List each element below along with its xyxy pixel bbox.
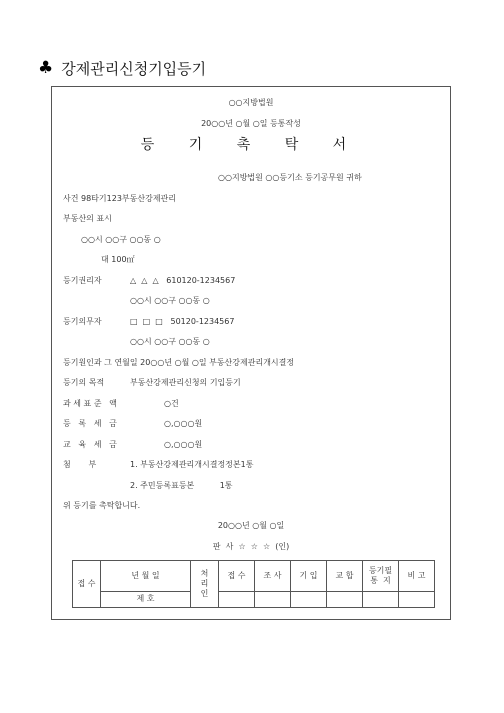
tax-base-value: ○건 xyxy=(164,399,179,408)
obligor-name: □ □ □ 50120-1234567 xyxy=(130,317,235,326)
empty-cell xyxy=(327,591,363,607)
heading-text: 강제관리신청기입등기 xyxy=(61,60,207,78)
purpose-value: 부동산강제관리신청의 기입등기 xyxy=(130,378,241,387)
document-frame xyxy=(51,86,451,620)
col-receipt: 접 수 xyxy=(219,561,255,592)
addressee: ○○지방법원 ○○등기소 등기공무원 귀하 xyxy=(218,173,362,182)
right-holder-address: ○○시 ○○구 ○○동 ○ xyxy=(130,296,210,305)
registration-cause: 등기원인과 그 연월일 20○○년 ○월 ○일 부동산강제관리개시결정 xyxy=(63,358,295,367)
page-heading xyxy=(38,58,206,79)
case-number: 사건 98타기123부동산강제관리 xyxy=(63,194,176,203)
signature-date: 20○○년 ○월 ○일 xyxy=(217,521,285,530)
property-label: 부동산의 표시 xyxy=(63,214,112,223)
judge-signature: 판 사 ☆ ☆ ☆ (인) xyxy=(212,542,290,551)
col-entry: 기 입 xyxy=(291,561,327,592)
processor-label: 처 리 인 xyxy=(191,561,219,608)
club-bullet-icon: ♣ xyxy=(38,58,54,78)
right-holder-name: △ △ △ 610120-1234567 xyxy=(130,276,236,285)
empty-cell xyxy=(219,591,255,607)
col-completion-notice: 등기필 통 지 xyxy=(363,561,399,592)
receipt-label: 접 수 xyxy=(73,561,101,608)
property-address: ○○시 ○○구 ○○동 ○ xyxy=(81,235,161,244)
purpose-label: 등기의 목적 xyxy=(63,378,105,387)
registration-tax-value: ○,○○○원 xyxy=(164,419,203,428)
attachment-1: 1. 부동산강제관리개시결정정본1통 xyxy=(130,460,254,469)
empty-cell xyxy=(255,591,291,607)
right-holder-label: 등기권리자 xyxy=(63,276,102,285)
court-name: ○○지방법원 xyxy=(228,98,274,107)
col-remarks: 비 고 xyxy=(399,561,435,592)
registration-tax-label: 등 록 세 금 xyxy=(63,419,117,428)
education-tax-value: ○,○○○원 xyxy=(164,440,203,449)
number-cell: 제 호 xyxy=(101,591,191,607)
obligor-label: 등기의무자 xyxy=(63,317,102,326)
col-collation: 교 합 xyxy=(327,561,363,592)
document-title: 등 기 촉 탁 서 xyxy=(140,137,362,153)
registration-table xyxy=(72,560,435,608)
attachment-2: 2. 주민등록표등본 1통 xyxy=(130,481,233,490)
tax-base-label: 과 세 표 준 액 xyxy=(63,399,117,408)
education-tax-label: 교 육 세 금 xyxy=(63,440,117,449)
closing-statement: 위 등기를 촉탁합니다. xyxy=(63,501,141,510)
obligor-address: ○○시 ○○구 ○○동 ○ xyxy=(130,337,210,346)
empty-cell xyxy=(291,591,327,607)
col-review: 조 사 xyxy=(255,561,291,592)
attachment-label: 첨 부 xyxy=(63,460,97,469)
date-cell: 년 월 일 xyxy=(101,561,191,592)
empty-cell xyxy=(363,591,399,607)
property-area: 대 100㎡ xyxy=(101,255,135,264)
empty-cell xyxy=(399,591,435,607)
date-created: 20○○년 ○월 ○일 등통작성 xyxy=(201,119,301,128)
